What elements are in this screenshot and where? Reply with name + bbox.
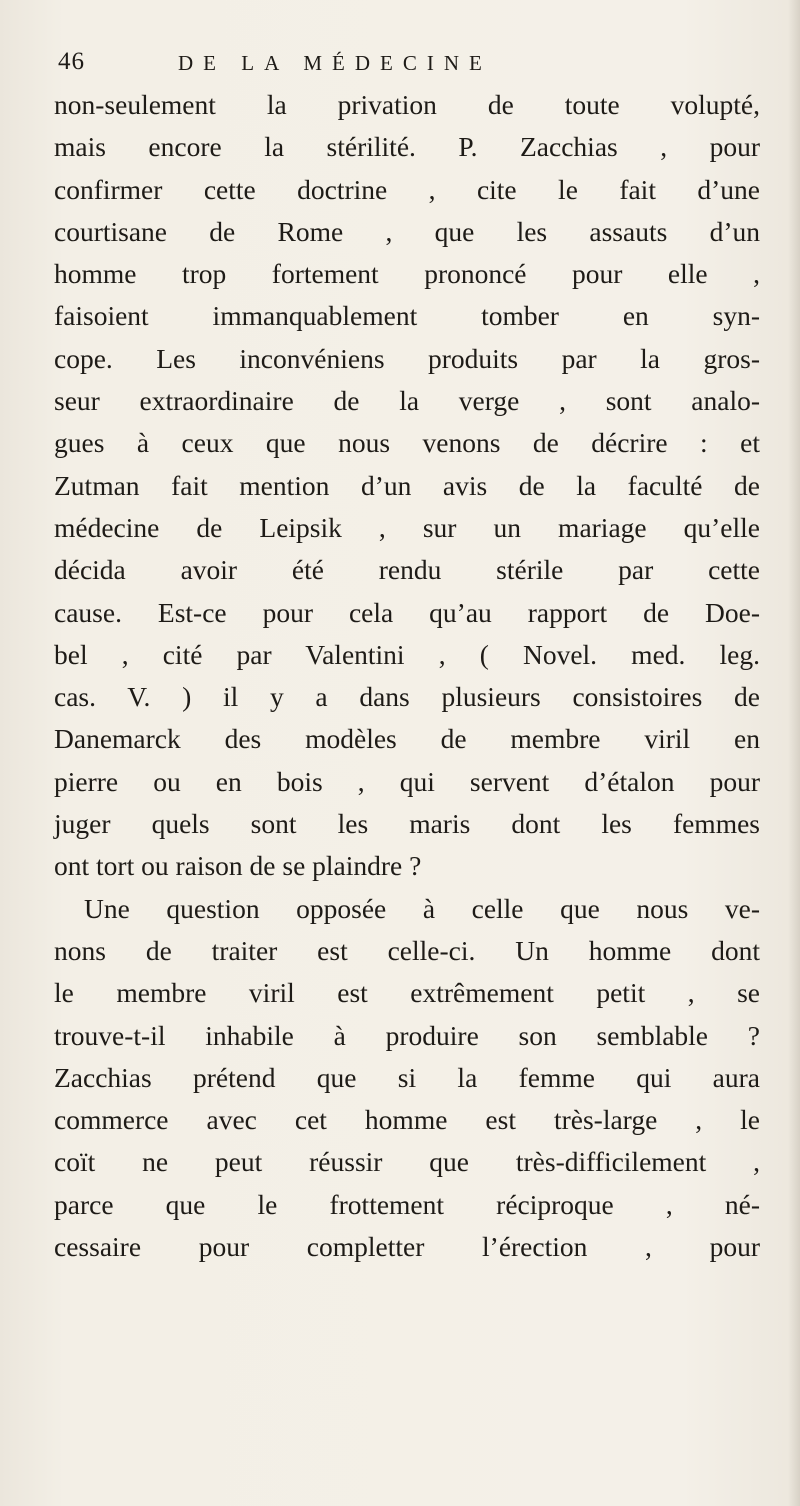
- text-line: coït ne peut réussir que très-difficilement ,: [54, 1146, 760, 1178]
- text-line: mais encore la stérilité. P. Zacchias , pour: [54, 131, 760, 163]
- text-line: confirmer cette doctrine , cite le fait d’une: [54, 173, 760, 205]
- text-line: juger quels sont les maris dont les femmes: [54, 808, 760, 840]
- text-line: Zutman fait mention d’un avis de la faculté de: [54, 469, 760, 501]
- text-line: décida avoir été rendu stérile par cette: [54, 554, 760, 586]
- text-line: non-seulement la privation de toute volupté,: [54, 89, 760, 120]
- body-text: [54, 84, 760, 1268]
- page-number: 46: [58, 48, 85, 75]
- text-line: gues à ceux que nous venons de décrire : et: [54, 427, 760, 459]
- text-line: cause. Est-ce pour cela qu’au rapport de Doe-: [54, 596, 760, 628]
- page-edge-shadow: [788, 0, 800, 1506]
- text-line: Zacchias prétend que si la femme qui aura: [54, 1061, 760, 1093]
- running-head: DE LA MÉDECINE: [178, 51, 492, 75]
- text-line: seur extraordinaire de la verge , sont analo-: [54, 385, 760, 417]
- text-line: pierre ou en bois , qui servent d’étalon pour: [54, 765, 760, 797]
- text-line: faisoient immanquablement tomber en syn-: [54, 300, 760, 332]
- text-line: parce que le frottement réciproque , né-: [54, 1188, 760, 1220]
- text-line: courtisane de Rome , que les assauts d’un: [54, 215, 760, 247]
- text-line: cessaire pour completter l’érection , pour: [54, 1231, 760, 1263]
- text-line: cas. V. ) il y a dans plusieurs consistoires de: [54, 681, 760, 713]
- text-line: médecine de Leipsik , sur un mariage qu’elle: [54, 511, 760, 543]
- text-line: commerce avec cet homme est très-large , le: [54, 1104, 760, 1136]
- text-line: Danemarck des modèles de membre viril en: [54, 723, 760, 755]
- text-line: bel , cité par Valentini , ( Novel. med. leg.: [54, 638, 760, 670]
- text-line: le membre viril est extrêmement petit , se: [54, 977, 760, 1009]
- text-line: trouve-t-il inhabile à produire son semblable ?: [54, 1019, 760, 1051]
- page-header: [58, 48, 758, 88]
- text-line: cope. Les inconvéniens produits par la gros-: [54, 342, 760, 374]
- text-line: homme trop fortement prononcé pour elle ,: [54, 258, 760, 290]
- paragraph-first-line: Une question opposée à celle que nous ve-: [84, 892, 760, 924]
- text-line: nons de traiter est celle-ci. Un homme dont: [54, 934, 760, 966]
- paragraph-last-line: ont tort ou raison de se plaindre ?: [54, 850, 422, 882]
